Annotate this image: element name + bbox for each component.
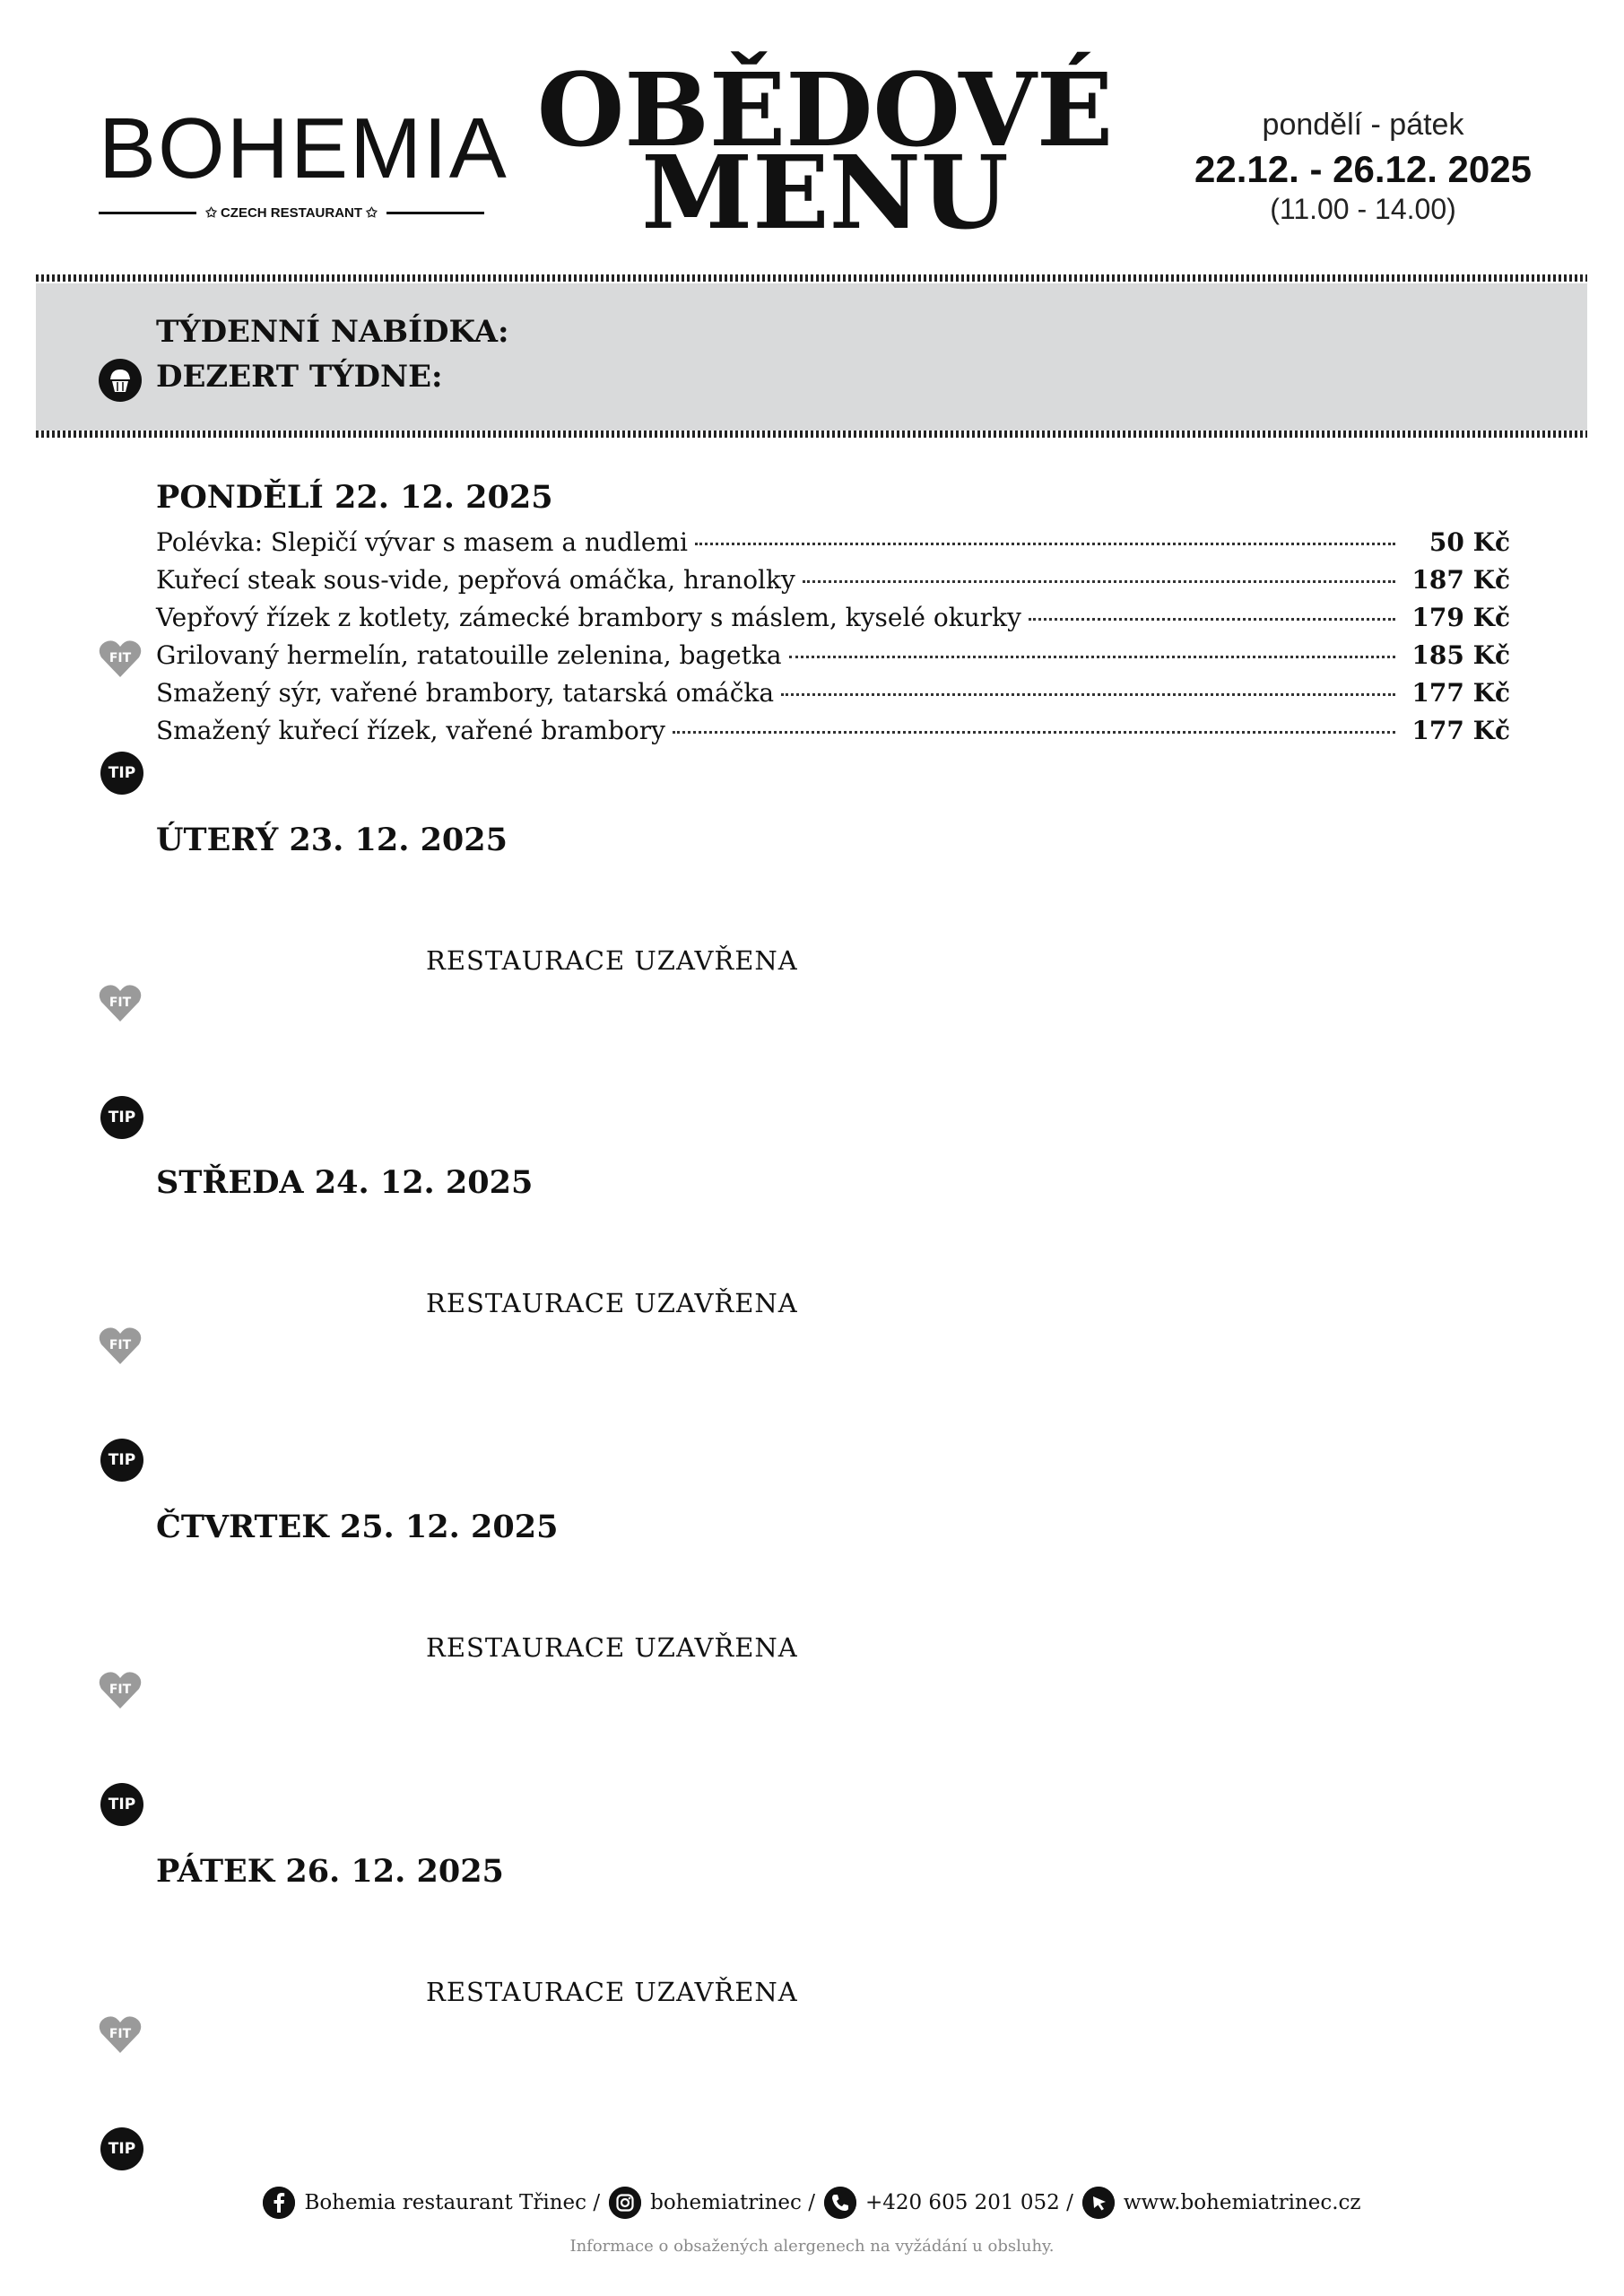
logo-subtitle xyxy=(99,204,484,221)
allergen-note: Informace o obsažených alergenech na vyžádání u obsluhy. xyxy=(569,2237,1055,2256)
menu-item-name: Grilovaný hermelín, ratatouille zelenina, bagetka xyxy=(156,640,782,670)
date-range: 22.12. - 26.12. 2025 xyxy=(1194,148,1532,190)
menu-item-name: Polévka: Slepičí vývar s masem a nudlemi xyxy=(156,527,688,557)
menu-item-price: 179 Kč xyxy=(1411,603,1510,632)
day-heading-monday: PONDĚLÍ 22. 12. 2025 xyxy=(156,479,553,516)
monday-menu xyxy=(156,527,1510,753)
instagram-link[interactable]: bohemiatrinec / xyxy=(650,2191,815,2214)
menu-item-price: 177 Kč xyxy=(1411,678,1510,708)
date-block xyxy=(1148,108,1578,226)
menu-item-name: Kuřecí steak sous-vide, pepřová omáčka, hranolky xyxy=(156,565,795,595)
footer-contacts xyxy=(0,2187,1624,2219)
weekly-offer-label: TÝDENNÍ NABÍDKA: xyxy=(156,314,509,350)
menu-item xyxy=(156,678,1510,716)
menu-item-price: 177 Kč xyxy=(1411,716,1510,745)
closed-notice: RESTAURACE UZAVŘENA xyxy=(426,1632,798,1663)
fit-label: FIT xyxy=(109,1338,132,1352)
cursor-icon[interactable] xyxy=(1082,2187,1115,2219)
logo-wordmark: BOHEMIA xyxy=(99,100,508,196)
menu-item-price: 187 Kč xyxy=(1411,565,1510,595)
dotted-divider-bottom xyxy=(36,430,1587,438)
fit-heart-icon xyxy=(97,1322,143,1369)
tip-icon: TIP xyxy=(100,2127,143,2170)
closed-notice: RESTAURACE UZAVŘENA xyxy=(426,1288,798,1318)
day-heading-thursday: ČTVRTEK 25. 12. 2025 xyxy=(156,1509,559,1545)
menu-item-name: Smažený kuřecí řízek, vařené brambory xyxy=(156,716,665,745)
weekly-offer-band xyxy=(36,283,1587,430)
day-heading-tuesday: ÚTERÝ 23. 12. 2025 xyxy=(156,822,508,858)
menu-item xyxy=(156,603,1510,640)
fit-label: FIT xyxy=(109,651,132,665)
menu-item-price: 185 Kč xyxy=(1411,640,1510,670)
menu-item-name: Vepřový řízek z kotlety, zámecké brambory s máslem, kyselé okurky xyxy=(156,603,1021,632)
title-line-2: MENU xyxy=(641,135,1009,252)
fit-heart-icon xyxy=(97,1666,143,1713)
menu-item-price: 50 Kč xyxy=(1429,527,1510,557)
website-link[interactable]: www.bohemiatrinec.cz xyxy=(1123,2191,1361,2214)
tip-icon: TIP xyxy=(100,1783,143,1826)
menu-item xyxy=(156,640,1510,678)
menu-item xyxy=(156,716,1510,753)
phone-icon[interactable] xyxy=(824,2187,856,2219)
fit-heart-icon xyxy=(97,635,143,682)
menu-item xyxy=(156,565,1510,603)
closed-notice: RESTAURACE UZAVŘENA xyxy=(426,1977,798,2007)
instagram-icon[interactable] xyxy=(609,2187,641,2219)
logo-subtitle-text: ✩ CZECH RESTAURANT ✩ xyxy=(205,205,378,221)
tip-icon: TIP xyxy=(100,1096,143,1139)
fit-label: FIT xyxy=(109,1683,132,1697)
fit-label: FIT xyxy=(109,2027,132,2041)
day-heading-friday: PÁTEK 26. 12. 2025 xyxy=(156,1853,504,1890)
tip-icon: TIP xyxy=(100,752,143,795)
weekly-dessert-label: DEZERT TÝDNE: xyxy=(156,359,443,395)
menu-item-name: Smažený sýr, vařené brambory, tatarská omáčka xyxy=(156,678,775,708)
menu-item xyxy=(156,527,1510,565)
fit-label: FIT xyxy=(109,996,132,1010)
fit-heart-icon xyxy=(97,2011,143,2057)
restaurant-logo xyxy=(99,100,508,221)
phone-number[interactable]: +420 605 201 052 / xyxy=(864,2191,1073,2214)
closed-notice: RESTAURACE UZAVŘENA xyxy=(426,945,798,976)
opening-hours: (11.00 - 14.00) xyxy=(1270,193,1456,225)
page-title xyxy=(502,52,1148,252)
weekday-range: pondělí - pátek xyxy=(1262,108,1464,142)
facebook-icon[interactable] xyxy=(263,2187,295,2219)
cupcake-icon xyxy=(99,359,142,405)
title-line-1: OBĚDOVÉ xyxy=(536,52,1114,170)
day-heading-wednesday: STŘEDA 24. 12. 2025 xyxy=(156,1164,534,1201)
facebook-link[interactable]: Bohemia restaurant Třinec / xyxy=(304,2191,601,2214)
tip-icon: TIP xyxy=(100,1439,143,1482)
fit-heart-icon xyxy=(97,979,143,1026)
dotted-divider-top xyxy=(36,274,1587,282)
